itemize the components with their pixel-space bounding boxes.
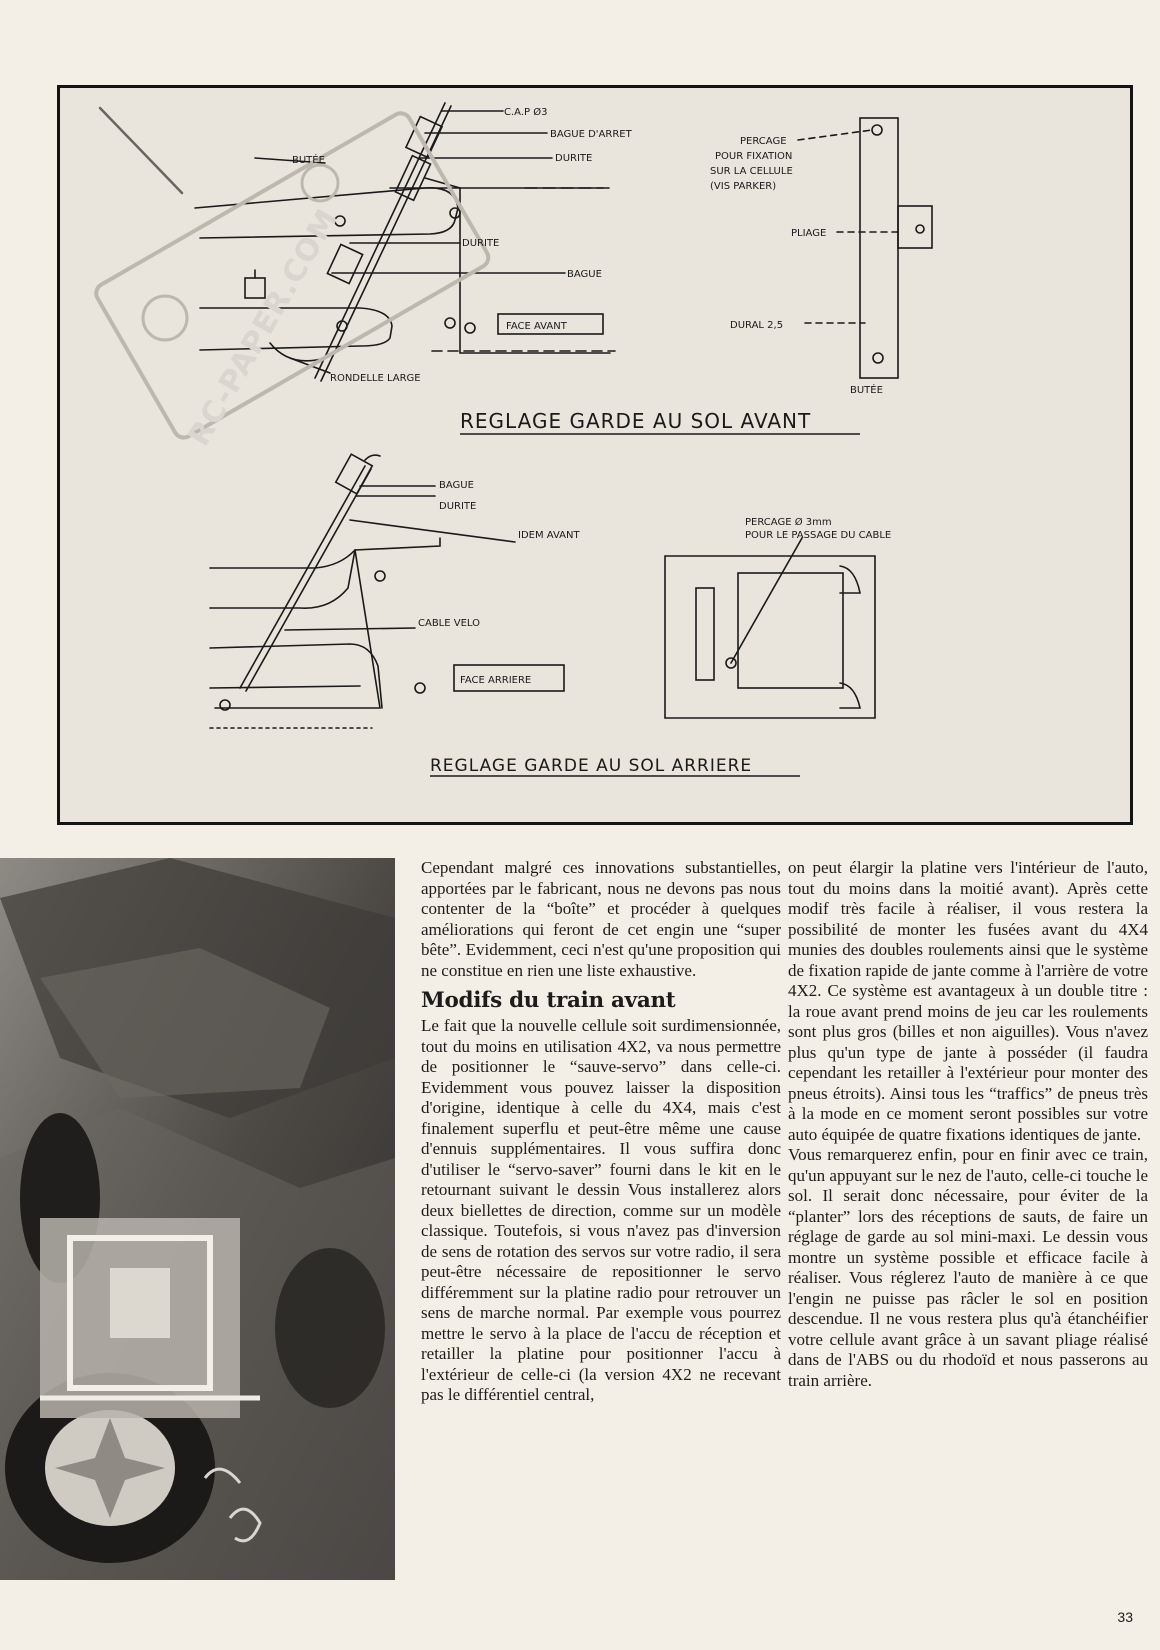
bracket-percage-line4: (VIS PARKER): [710, 181, 777, 192]
label-dural: DURAL 2,5: [730, 320, 784, 331]
page-number: 33: [1117, 1609, 1133, 1625]
bracket-percage-line3: SUR LA CELLULE: [710, 166, 793, 177]
body-paragraph-1: Le fait que la nouvelle cellule soit surdimensionnée, tout du moins en utilisation 4X2, va nous permettre de positionner le “sauve-servo” dans celle-ci. Evidemment vous pouvez laisser la disposition d'origine, identique à celle du 4X4, mais c'est finalement superflu et peut-être même une cause d'ennuis supplémentaires. Il vous suffira donc d'utiliser le “servo-saver” fourni dans le kit en le retournant suivant le dessin Vous installerez alors deux biellettes de direction, comme sur un modèle classique. Toutefois, si vous n'avez pas d'inversion de sens de rotation des servos sur votre radio, il sera peut-être nécessaire de repositionner le servo différemment sur la platine radio pour retrouver un sens de marche normal. Par exemple vous pourrez mettre le servo à la place de l'accu de réception et retailler la platine pour positionner l'accu à l'extérieur de celle-ci (la version 4X2 ne recevant pas le différentiel central,: [421, 1016, 781, 1404]
technical-drawing: [57, 85, 1133, 825]
bracket-percage-line2: POUR FIXATION: [715, 151, 793, 162]
label-durite-top: DURITE: [555, 153, 593, 164]
label-bague-arret: BAGUE D'ARRET: [550, 129, 632, 140]
label-butee-front: BUTÉE: [292, 155, 325, 166]
plate-note-line2: POUR LE PASSAGE DU CABLE: [745, 530, 892, 541]
watermark-text: RC-PAPER.COM: [181, 202, 346, 452]
plate-note-line1: PERCAGE Ø 3mm: [745, 517, 832, 528]
label-cap: C.A.P Ø3: [504, 107, 548, 118]
car-photo: [0, 858, 395, 1580]
intro-paragraph: Cependant malgré ces innovations substantielles, apportées par le fabricant, nous ne devons pas nous contenter de la “boîte” et procéder à quelques améliorations qui feront de cet engin une “super bête”. Evidemment, ceci n'est qu'une proposition qui ne constitue en rien une liste exhaustive.: [421, 858, 781, 980]
label-idem: IDEM AVANT: [518, 530, 580, 541]
section-heading: Modifs du train avant: [421, 988, 676, 1013]
bracket-percage-line1: PERCAGE: [740, 136, 787, 147]
caption-front: REGLAGE GARDE AU SOL AVANT: [460, 409, 812, 433]
bracket-drawing: [798, 118, 932, 378]
drawing-canvas: [60, 88, 1130, 822]
label-rondelle: RONDELLE LARGE: [330, 373, 421, 384]
label-durite-mid: DURITE: [462, 238, 500, 249]
body-paragraph-2: on peut élargir la platine vers l'intérieur de l'auto, tout du moins dans la moitié avant). Après cette modif très facile à réaliser, il vous restera la possibilité de monter les fusées avant du 4X4 munies des doubles roulements ainsi que le système de fixation rapide de jante comme à l'arrière de votre 4X2. Ce système est avantageux à un double titre : la roue avant prend moins de jeu car les roulements sont plus gros (billes et non aiguilles). Vous n'avez plus qu'un type de jante à posséder (il faudra cependant les retailler à l'extérieur pour monter des pneus étroits). Ainsi tous les “traffics” de pneus très à la mode en ce moment seront possibles sur votre auto équipée de quatre fixations identiques de jante.: [788, 858, 1148, 1144]
label-pliage: PLIAGE: [791, 228, 827, 239]
label-face-avant: FACE AVANT: [506, 321, 567, 332]
label-face-arriere: FACE ARRIERE: [460, 675, 532, 686]
label-bague-rear: BAGUE: [439, 480, 474, 491]
article-column-2: [788, 858, 1148, 1391]
rear-assembly: [210, 454, 564, 728]
plate-drawing: [665, 538, 875, 718]
caption-rear: REGLAGE GARDE AU SOL ARRIERE: [430, 756, 753, 776]
body-paragraph-3: Vous remarquerez enfin, pour en finir avec ce train, qu'un appuyant sur le nez de l'auto, celle-ci touche le sol. Il serait donc nécessaire, pour éviter de la “planter” lors des réceptions de sauts, de faire un réglage de garde au sol mini-maxi. Le dessin vous montre un système possible et efficace facile à réaliser. Vous réglerez l'auto de manière à ce que l'engin ne puisse pas râcler le sol en position descendue. Il ne vous restera plus qu'à étanchéifier votre cellule avant grâce à un savant pliage réalisé dans de l'ABS ou du rhodoïd et nous passerons au train arrière.: [788, 1145, 1148, 1390]
label-bague: BAGUE: [567, 269, 602, 280]
car-photo-image: [0, 858, 395, 1580]
label-durite-rear: DURITE: [439, 501, 477, 512]
article-column-1: [421, 858, 781, 1406]
label-cable: CABLE VELO: [418, 618, 480, 629]
label-butee-bracket: BUTÉE: [850, 385, 883, 396]
